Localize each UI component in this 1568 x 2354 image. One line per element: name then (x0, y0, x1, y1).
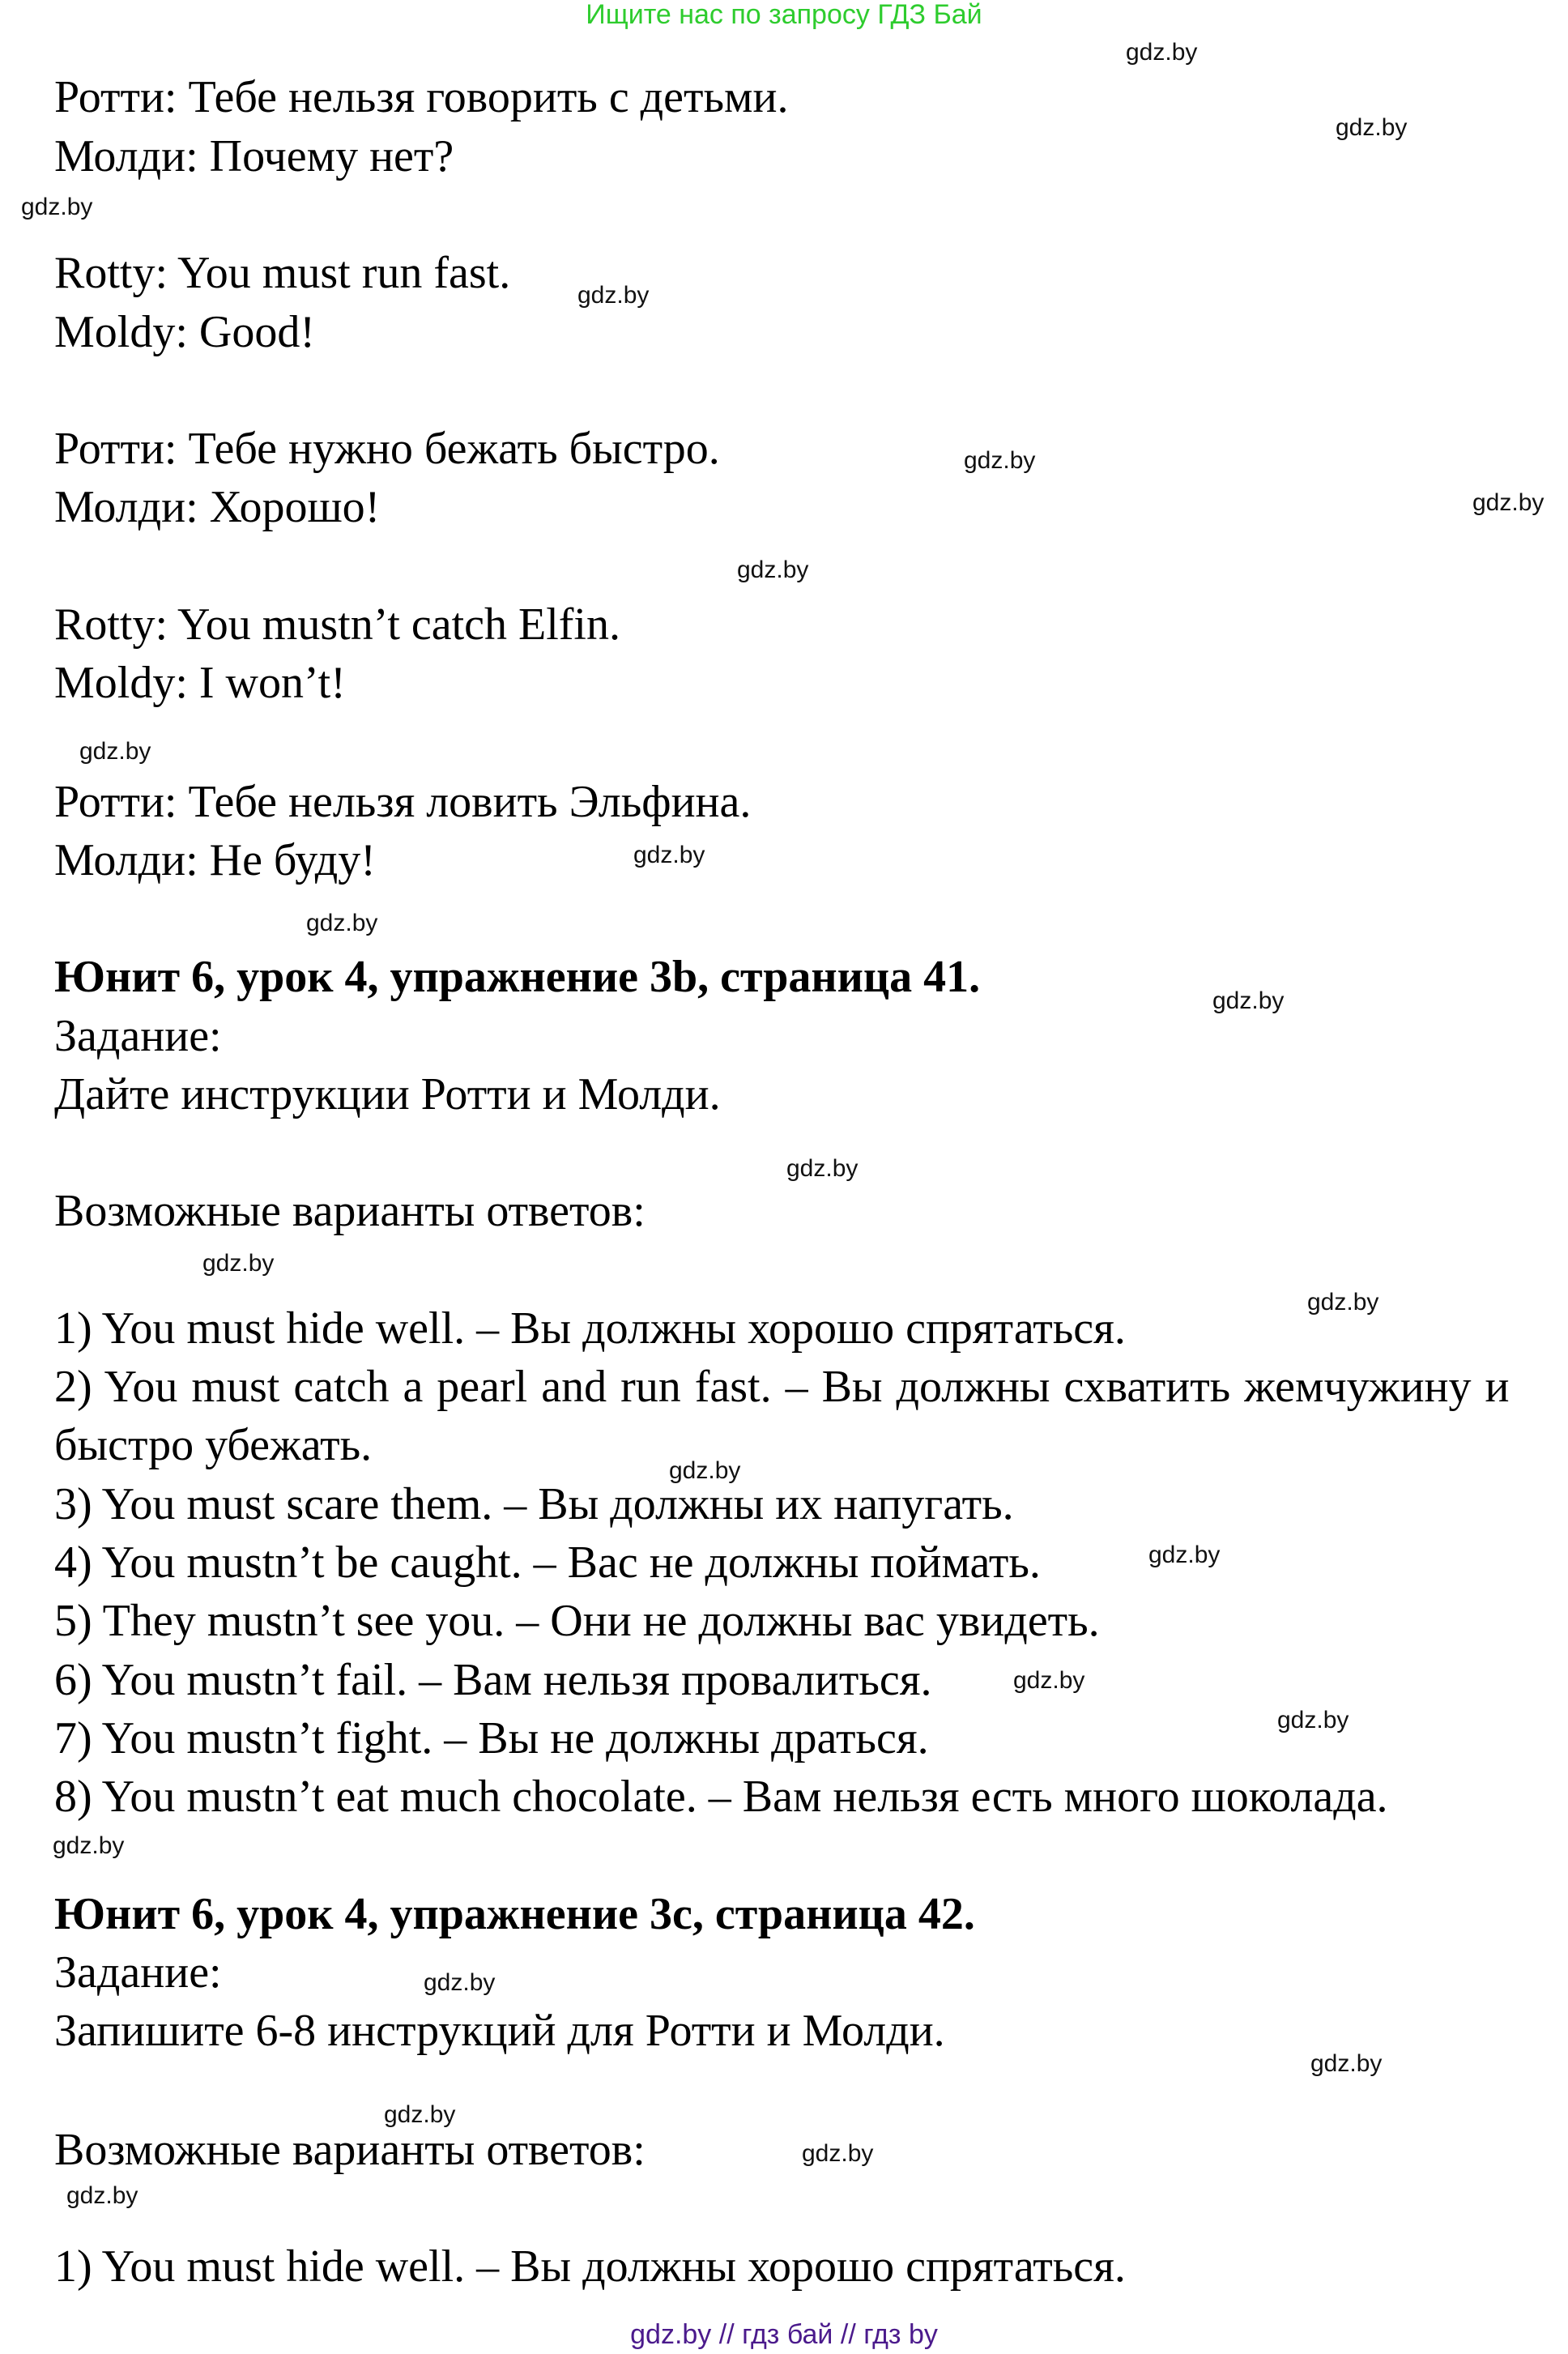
watermark: gdz.by (964, 447, 1036, 474)
section-title-3c: Юнит 6, урок 4, упражнение 3c, страница 42. (54, 1889, 975, 1939)
dialogue-line: Молди: Хорошо! (54, 482, 381, 532)
watermark: gdz.by (384, 2101, 456, 2128)
answer-item: 1) You must hide well. – Вы должны хорошо спрятаться. (54, 2241, 1126, 2292)
task-text: Дайте инструкции Ротти и Молди. (54, 1069, 721, 1119)
answer-item: 1) You must hide well. – Вы должны хорошо спрятаться. (54, 1303, 1126, 1354)
dialogue-line: Rotty: You mustn’t catch Elfin. (54, 599, 620, 650)
watermark: gdz.by (802, 2140, 874, 2167)
dialogue-line: Молди: Почему нет? (54, 131, 454, 181)
watermark: gdz.by (53, 1832, 125, 1859)
watermark: gdz.by (786, 1155, 859, 1182)
watermark: gdz.by (1126, 39, 1198, 66)
watermark: gdz.by (577, 282, 650, 309)
task-label: Задание: (54, 1011, 222, 1061)
dialogue-line: Moldy: I won’t! (54, 658, 346, 708)
answer-item: 8) You mustn’t eat much chocolate. – Вам нельзя есть много шоколада. (54, 1772, 1388, 1822)
search-banner[interactable]: Ищите нас по запросу ГДЗ Бай (586, 0, 982, 30)
answer-item: 5) They mustn’t see you. – Они не должны вас увидеть. (54, 1596, 1100, 1646)
watermark: gdz.by (737, 557, 809, 583)
task-label: Задание: (54, 1947, 222, 1998)
footer-links[interactable]: gdz.by // гдз бай // гдз by (630, 2319, 938, 2350)
task-text: Запишите 6-8 инструкций для Ротти и Молди. (54, 2006, 945, 2056)
watermark: gdz.by (1013, 1667, 1085, 1694)
dialogue-line: Ротти: Тебе нельзя ловить Эльфина. (54, 777, 752, 827)
answer-item: 3) You must scare them. – Вы должны их напугать. (54, 1479, 1014, 1529)
watermark: gdz.by (633, 842, 705, 868)
answer-item: 2) You must catch a pearl and run fast. – Вы должны схватить жемчужину и (54, 1362, 1510, 1412)
watermark: gdz.by (669, 1457, 741, 1484)
dialogue-line: Rotty: You must run fast. (54, 248, 511, 298)
answer-item: быстро убежать. (54, 1420, 373, 1470)
answer-item: 4) You mustn’t be caught. – Вас не должны поймать. (54, 1537, 1041, 1588)
watermark: gdz.by (1307, 1289, 1379, 1316)
watermark: gdz.by (1336, 114, 1408, 141)
dialogue-line: Ротти: Тебе нужно бежать быстро. (54, 424, 720, 474)
watermark: gdz.by (306, 910, 378, 936)
answer-item: 6) You mustn’t fail. – Вам нельзя провалиться. (54, 1655, 932, 1705)
watermark: gdz.by (21, 194, 93, 220)
answer-item: 7) You mustn’t fight. – Вы не должны драться. (54, 1713, 929, 1763)
section-title-3b: Юнит 6, урок 4, упражнение 3b, страница 41. (54, 952, 981, 1002)
watermark: gdz.by (1472, 489, 1545, 516)
answers-label: Возможные варианты ответов: (54, 2125, 646, 2175)
dialogue-line: Ротти: Тебе нельзя говорить с детьми. (54, 72, 789, 122)
watermark: gdz.by (1148, 1542, 1221, 1568)
dialogue-line: Молди: Не буду! (54, 835, 376, 885)
watermark: gdz.by (1310, 2050, 1383, 2077)
dialogue-line: Moldy: Good! (54, 307, 315, 357)
watermark: gdz.by (79, 738, 151, 765)
watermark: gdz.by (424, 1969, 496, 1996)
watermark: gdz.by (202, 1250, 275, 1277)
watermark: gdz.by (1277, 1707, 1349, 1734)
watermark: gdz.by (1212, 987, 1285, 1014)
watermark: gdz.by (66, 2182, 138, 2209)
answers-label: Возможные варианты ответов: (54, 1186, 646, 1236)
